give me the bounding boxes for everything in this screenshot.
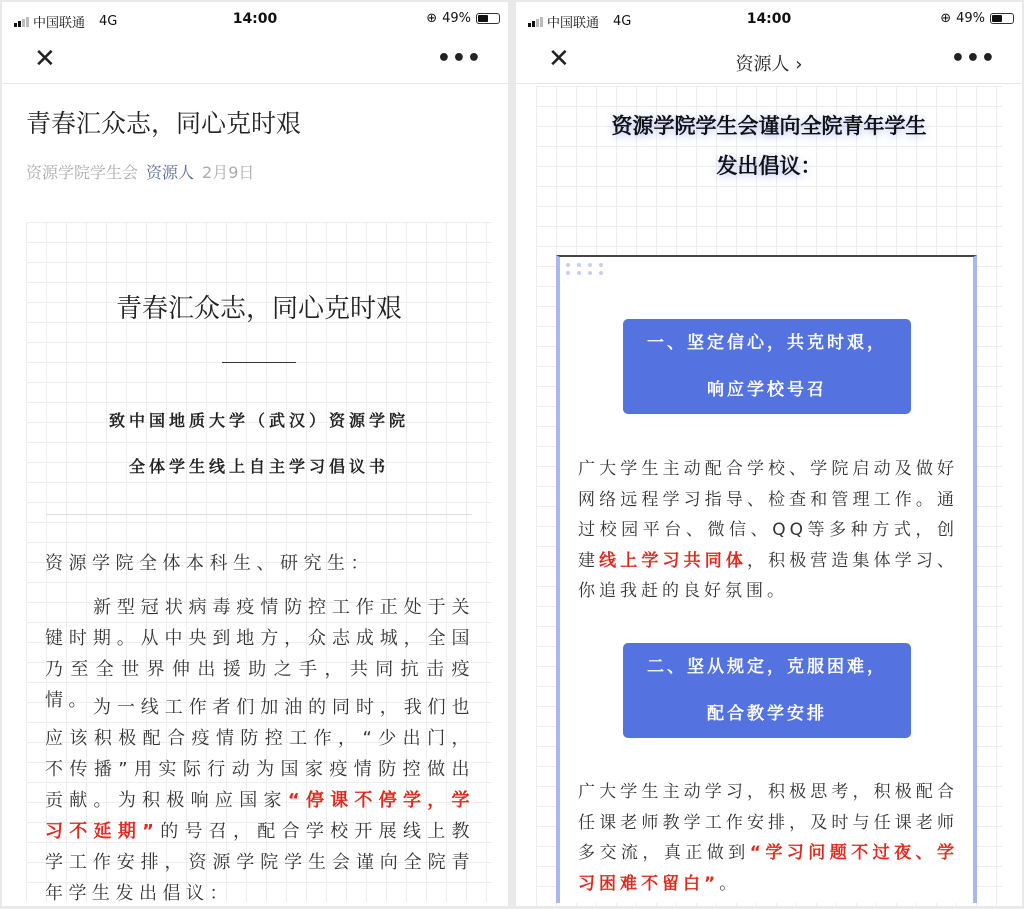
- status-bar: [516, 2, 1022, 38]
- card-title: 青春汇众志，同心克时艰: [115, 294, 402, 324]
- paragraph-1: 新型冠状病毒疫情防控工作正处于关键时期。从中央到地方，众志成城，全国乃至全世界伸出援助之手，共同抗击疫情。: [45, 597, 475, 711]
- section-2-subtitle: 配合教学安排: [707, 704, 827, 724]
- clock: 14:00: [232, 11, 278, 27]
- left-phone-screen: [2, 2, 508, 906]
- highlight: 线上学习共同体: [599, 550, 747, 571]
- heading-line-2: 发出倡议：: [716, 154, 822, 178]
- nav-bar: [516, 38, 1022, 84]
- status-bar: [2, 2, 508, 38]
- section-2-text: [578, 777, 958, 899]
- battery-percent: 49%: [956, 11, 985, 26]
- battery-icon: [476, 13, 500, 24]
- text: 广大学生主动学习，积极思考，积极配合任课老师教学工作安排，及时与任课老师多交流，真正做到: [578, 782, 958, 863]
- section-1-banner: [623, 319, 911, 414]
- date: 2月9日: [202, 163, 255, 182]
- text: 广大学生主动配合学校、学院启动及做好网络远程学习指导、检查和管理工作。通过校园平台、微信、QQ等多种方式，创建: [578, 459, 958, 571]
- battery-icon: [990, 13, 1014, 24]
- greeting: 资源学院全体本科生、研究生：: [45, 553, 374, 574]
- heading-line-1: 资源学院学生会谨向全院青年学生: [611, 114, 927, 138]
- carrier: 中国联通: [33, 16, 86, 31]
- author: 资源学院学生会: [26, 163, 139, 182]
- rotation-lock-icon: ⊕: [426, 11, 438, 26]
- text: 。: [719, 873, 741, 894]
- proposal-card: [556, 255, 977, 903]
- network: 4G: [99, 14, 118, 29]
- more-icon[interactable]: •••: [436, 46, 482, 71]
- clock: 14:00: [746, 11, 792, 27]
- article-title: 青春汇众志，同心克时艰: [26, 109, 302, 138]
- proposal-heading: [516, 106, 1022, 186]
- network: 4G: [613, 14, 632, 29]
- dots-decoration: [566, 263, 605, 275]
- section-2-title: 二、坚从规定，克服困难，: [647, 657, 887, 677]
- subtitle-2: 全体学生线上自主学习倡议书: [128, 457, 389, 476]
- paragraph-2-text: 为一线工作者们加油的同时，我们也应该积极配合疫情防控工作，“少出门，不传播”用实际行动为国家疫情防控做出贡献。为积极响应国家: [45, 697, 475, 811]
- article-card: [26, 222, 492, 902]
- more-icon[interactable]: •••: [950, 46, 996, 71]
- nav-bar: [2, 38, 508, 84]
- section-1-text: [578, 454, 958, 607]
- article-meta: [26, 160, 254, 183]
- close-icon[interactable]: ✕: [548, 44, 570, 74]
- highlight: “学习问题不过夜、学习困难不留白”: [578, 843, 958, 894]
- account-link[interactable]: 资源人: [146, 163, 195, 182]
- text: ，积极营造集体学习、你追我赶的良好氛围。: [578, 550, 959, 601]
- section-1-title: 一、坚定信心，共克时艰，: [647, 333, 887, 353]
- section-2-banner: [623, 643, 911, 738]
- highlight-slogan: “停课不停学，学习不延期”: [45, 790, 475, 842]
- paragraph-2-text-end: 的号召，配合学校开展线上教学工作安排，资源学院学生会谨向全院青年学生发出倡议：: [45, 821, 475, 904]
- rotation-lock-icon: ⊕: [940, 11, 952, 26]
- right-phone-screen: [516, 2, 1022, 906]
- subtitle-1: 致中国地质大学（武汉）资源学院: [108, 411, 409, 430]
- account-title-link[interactable]: 资源人 ›: [735, 54, 803, 75]
- divider: [222, 362, 296, 363]
- separator: [46, 514, 472, 515]
- carrier: 中国联通: [547, 16, 600, 31]
- battery-percent: 49%: [442, 11, 471, 26]
- paragraph-2: [45, 692, 475, 909]
- close-icon[interactable]: ✕: [34, 44, 56, 74]
- section-1-subtitle: 响应学校号召: [707, 380, 827, 400]
